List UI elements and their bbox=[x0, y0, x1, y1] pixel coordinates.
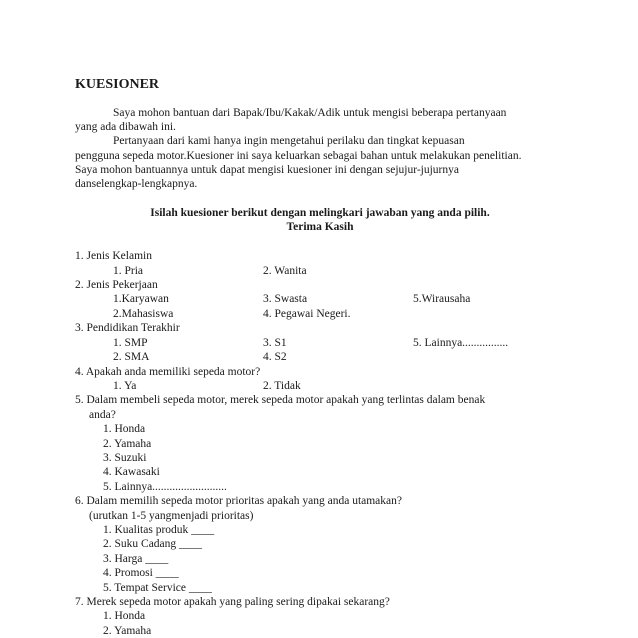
intro-line: pengguna sepeda motor.Kuesioner ini saya keluarkan sebagai bahan untuk melakukan penelitian. bbox=[75, 150, 522, 162]
document-title: KUESIONER bbox=[75, 77, 160, 92]
option[interactable]: 2. Tidak bbox=[263, 380, 301, 392]
question-6: 6. Dalam memilih sepeda motor prioritas apakah yang anda utamakan? bbox=[75, 495, 402, 507]
question-3: 3. Pendidikan Terakhir bbox=[75, 322, 180, 334]
question-7: 7. Merek sepeda motor apakah yang paling sering dipakai sekarang? bbox=[75, 596, 390, 608]
option[interactable]: 4. Kawasaki bbox=[103, 466, 160, 478]
option[interactable]: 1. SMP bbox=[113, 337, 148, 349]
question-2: 2. Jenis Pekerjaan bbox=[75, 279, 158, 291]
instruction-text: Isilah kuesioner berikut dengan melingkari jawaban yang anda pilih. bbox=[150, 207, 490, 219]
ranking-item[interactable]: 4. Promosi ____ bbox=[103, 567, 179, 579]
intro-line: Saya mohon bantuan dari Bapak/Ibu/Kakak/Adik untuk mengisi beberapa pertanyaan bbox=[113, 107, 507, 119]
option[interactable]: 3. S1 bbox=[263, 337, 287, 349]
option[interactable]: 1. Honda bbox=[103, 423, 146, 435]
option[interactable]: 5.Wirausaha bbox=[413, 293, 471, 305]
option[interactable]: 2. Wanita bbox=[263, 265, 307, 277]
option[interactable]: 4. S2 bbox=[263, 351, 287, 363]
option[interactable]: 1. Ya bbox=[113, 380, 137, 392]
intro-line: danselengkap-lengkapnya. bbox=[75, 178, 198, 190]
ranking-item[interactable]: 1. Kualitas produk ____ bbox=[103, 524, 215, 536]
ranking-item[interactable]: 3. Harga ____ bbox=[103, 553, 169, 565]
option[interactable]: 2. Yamaha bbox=[103, 438, 152, 450]
question-6-note: (urutkan 1-5 yangmenjadi prioritas) bbox=[89, 510, 254, 522]
option[interactable]: 5. Lainnya................ bbox=[413, 337, 509, 349]
option[interactable]: 1.Karyawan bbox=[113, 293, 169, 305]
intro-line: Saya mohon bantuannya untuk dapat mengisi kuesioner ini dengan sejujur-jujurnya bbox=[75, 164, 459, 176]
option[interactable]: 4. Pegawai Negeri. bbox=[263, 308, 351, 320]
option[interactable]: 1. Pria bbox=[113, 265, 144, 277]
intro-line: yang ada dibawah ini. bbox=[75, 121, 176, 133]
ranking-item[interactable]: 2. Suku Cadang ____ bbox=[103, 538, 203, 550]
intro-line: Pertanyaan dari kami hanya ingin mengetahui perilaku dan tingkat kepuasan bbox=[113, 135, 465, 147]
thanks-text: Terima Kasih bbox=[286, 221, 354, 233]
option[interactable]: 2.Mahasiswa bbox=[113, 308, 174, 320]
ranking-item[interactable]: 5. Tempat Service ____ bbox=[103, 582, 212, 594]
option[interactable]: 3. Suzuki bbox=[103, 452, 147, 464]
option[interactable]: 2. Yamaha bbox=[103, 625, 152, 637]
question-1: 1. Jenis Kelamin bbox=[75, 250, 152, 262]
question-5-continuation: anda? bbox=[89, 409, 116, 421]
question-4: 4. Apakah anda memiliki sepeda motor? bbox=[75, 366, 261, 378]
option[interactable]: 2. SMA bbox=[113, 351, 150, 363]
option[interactable]: 5. Lainnya.......................... bbox=[103, 481, 227, 493]
question-5: 5. Dalam membeli sepeda motor, merek sepeda motor apakah yang terlintas dalam benak bbox=[75, 394, 486, 406]
option[interactable]: 1. Honda bbox=[103, 610, 146, 622]
option[interactable]: 3. Swasta bbox=[263, 293, 308, 305]
